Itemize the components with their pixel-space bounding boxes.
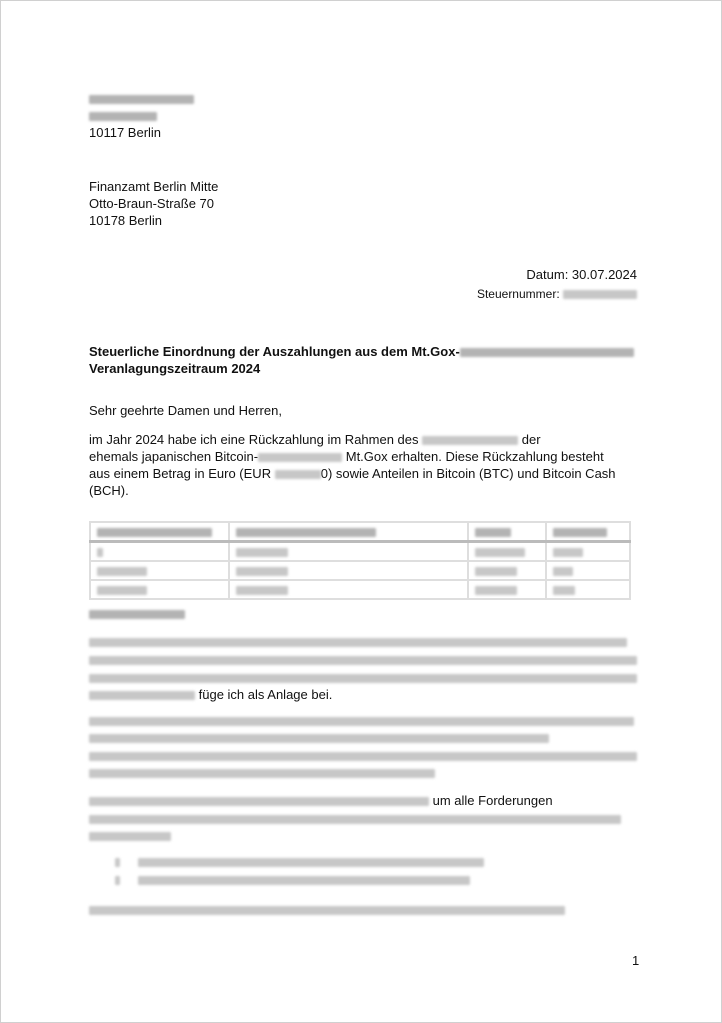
body-line-redacted xyxy=(89,764,435,781)
bullet-item-redacted xyxy=(115,853,484,870)
closing-line-redacted xyxy=(89,901,565,918)
body-line-redacted xyxy=(89,827,171,844)
body-line-redacted xyxy=(89,669,637,686)
body-line-redacted xyxy=(89,651,637,668)
intro-line xyxy=(89,448,604,465)
page-number: 1 xyxy=(632,953,640,968)
tax-number xyxy=(477,286,637,303)
tax-number-label: Steuernummer: xyxy=(476,287,560,301)
recipient-street: Otto-Braun-Straße 70 xyxy=(89,196,214,211)
recipient-city: 10178 Berlin xyxy=(89,213,162,228)
intro-text: Mt.Gox erhalten. Diese Rückzahlung besteht xyxy=(345,449,604,464)
body-line-redacted xyxy=(89,729,549,746)
intro-line xyxy=(89,465,616,482)
body-line-redacted xyxy=(89,810,621,827)
recipient-name: Finanzamt Berlin Mitte xyxy=(89,179,219,194)
body-line xyxy=(89,686,332,703)
body-line-redacted xyxy=(89,747,637,764)
subject-line-2: Veranlagungszeitraum 2024 xyxy=(89,361,261,376)
greeting: Sehr geehrte Damen und Herren, xyxy=(89,403,282,418)
body-line xyxy=(89,792,553,809)
intro-text: aus einem Betrag in Euro (EUR xyxy=(89,466,272,481)
intro-line xyxy=(89,431,541,448)
intro-text: ehemals japanischen Bitcoin- xyxy=(89,449,259,464)
payout-table-redacted xyxy=(89,521,631,600)
intro-text: der xyxy=(521,432,541,447)
body-line-redacted xyxy=(89,712,634,729)
sender-city: 10117 Berlin xyxy=(89,125,162,140)
intro-line: (BCH). xyxy=(89,483,129,498)
body-text: um alle Forderungen xyxy=(432,793,553,808)
body-text: füge ich als Anlage bei. xyxy=(198,687,333,702)
sender-name-redacted xyxy=(89,90,194,107)
intro-text: 0) sowie Anteilen in Bitcoin (BTC) und Bitcoin Cash xyxy=(320,466,616,481)
subject-line-1 xyxy=(89,343,634,360)
intro-text: im Jahr 2024 habe ich eine Rückzahlung im Rahmen des xyxy=(89,432,419,447)
section-heading-redacted xyxy=(89,605,185,622)
sender-street-redacted xyxy=(89,107,157,124)
body-line-redacted xyxy=(89,633,627,650)
subject-text: Steuerliche Einordnung der Auszahlungen aus dem Mt.Gox- xyxy=(89,344,460,359)
letter-date: Datum: 30.07.2024 xyxy=(526,267,637,282)
bullet-item-redacted xyxy=(115,871,470,888)
